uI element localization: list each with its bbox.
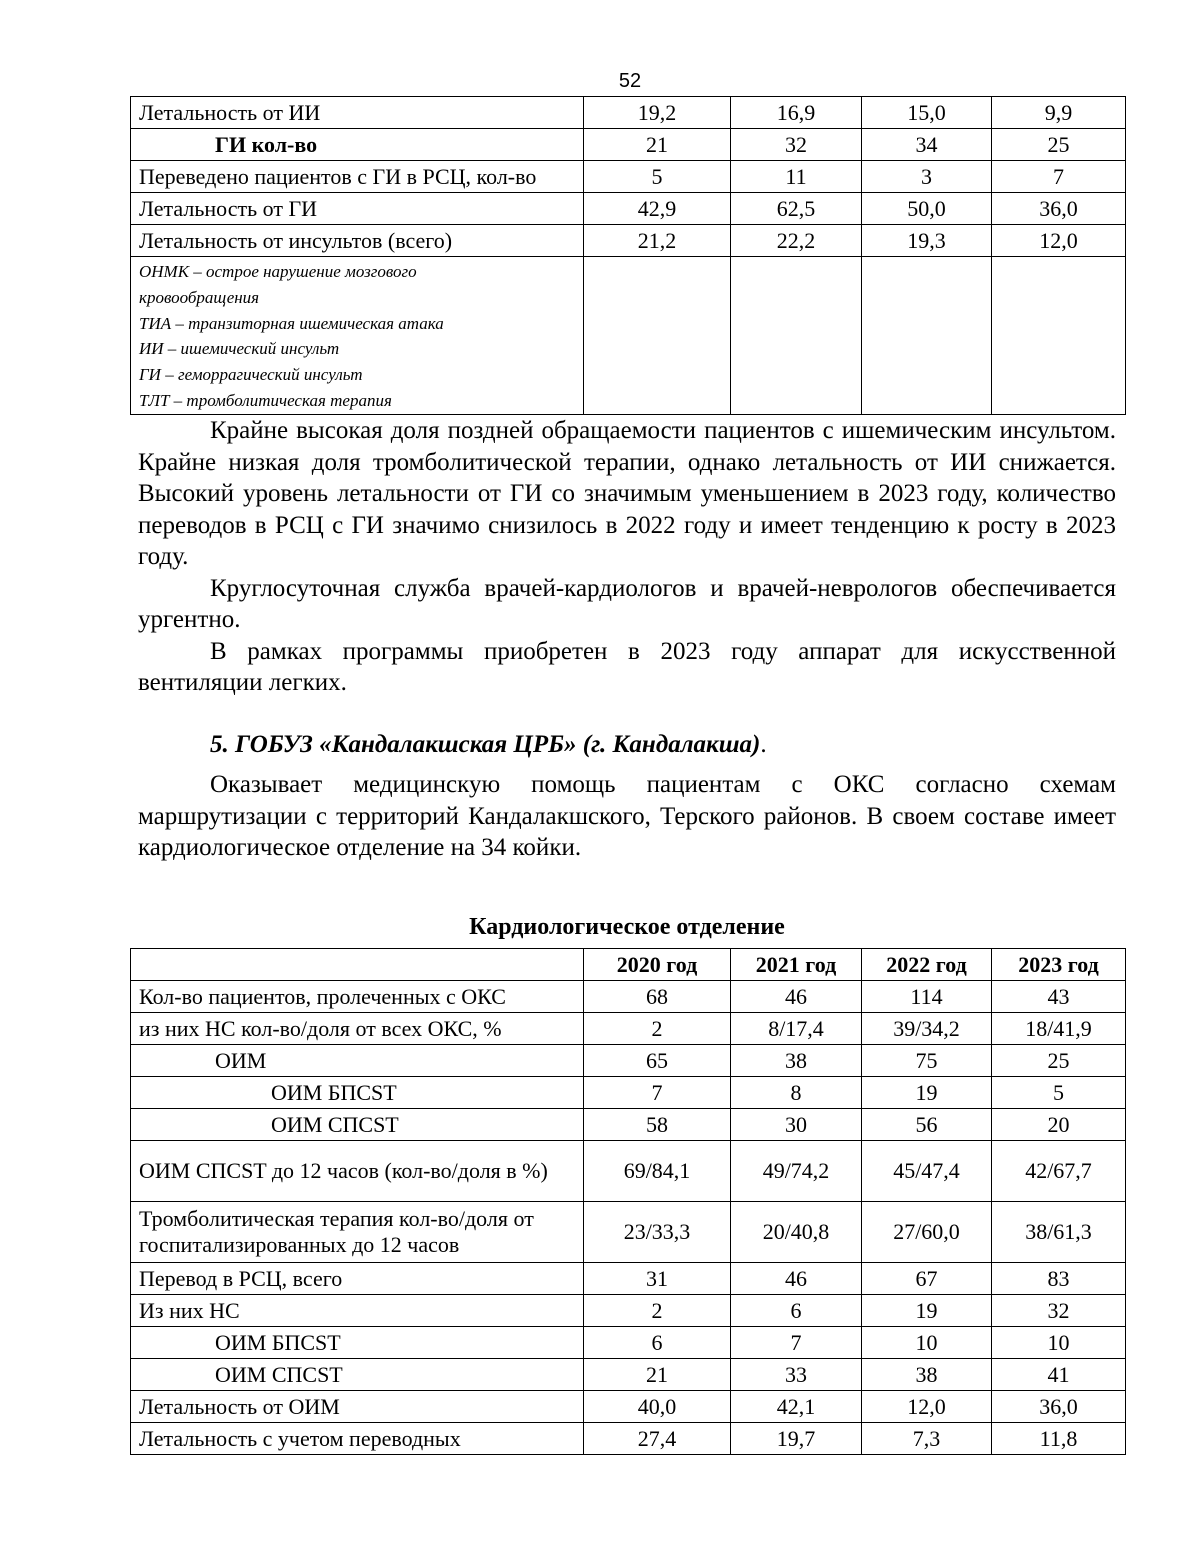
table-row [131, 1295, 1126, 1327]
value-cell: 67 [862, 1263, 992, 1295]
table-row [131, 129, 1126, 161]
value-cell: 56 [862, 1109, 992, 1141]
paragraph: Круглосуточная служба врачей-кардиологов и врачей-неврологов обеспечивается ургентно. [138, 574, 1116, 633]
value-cell: 46 [731, 1263, 862, 1295]
value-cell: 16,9 [731, 97, 862, 129]
value-cell: 33 [731, 1359, 862, 1391]
table-row [131, 97, 1126, 129]
table-row [131, 1359, 1126, 1391]
row-label: Летальность от ГИ [131, 193, 584, 225]
header-cell [131, 949, 584, 981]
value-cell: 27/60,0 [862, 1202, 992, 1263]
value-cell: 69/84,1 [584, 1141, 731, 1202]
row-label: Тромболитическая терапия кол-во/доля от госпитализированных до 12 часов [131, 1202, 584, 1263]
value-cell: 46 [731, 981, 862, 1013]
table-row [131, 193, 1126, 225]
value-cell: 19,3 [862, 225, 992, 257]
value-cell: 5 [584, 161, 731, 193]
row-label: ОИМ СПСST [131, 1359, 584, 1391]
section-heading-text: 5. ГОБУЗ «Кандалакшская ЦРБ» (г. Кандалакша) [210, 731, 761, 758]
value-cell: 7 [584, 1077, 731, 1109]
table-row [131, 161, 1126, 193]
value-cell: 32 [992, 1295, 1126, 1327]
row-label: Переведено пациентов с ГИ в РСЦ, кол-во [131, 161, 584, 193]
value-cell: 25 [992, 1045, 1126, 1077]
value-cell: 62,5 [731, 193, 862, 225]
value-cell: 15,0 [862, 97, 992, 129]
header-cell: 2020 год [584, 949, 731, 981]
value-cell: 19 [862, 1295, 992, 1327]
value-cell: 6 [731, 1295, 862, 1327]
value-cell: 25 [992, 129, 1126, 161]
value-cell: 10 [992, 1327, 1126, 1359]
paragraph: В рамках программы приобретен в 2023 году аппарат для искусственной вентиляции легких. [138, 637, 1116, 696]
abbreviation-line: ИИ – ишемический инсульт [139, 339, 340, 359]
value-cell: 114 [862, 981, 992, 1013]
section-heading [210, 731, 767, 759]
value-cell: 83 [992, 1263, 1126, 1295]
empty-cell [584, 257, 731, 415]
table-row [131, 1077, 1126, 1109]
table-row [131, 1013, 1126, 1045]
empty-cell [992, 257, 1126, 415]
table-title: Кардиологическое отделение [469, 914, 785, 940]
table-row [131, 1109, 1126, 1141]
value-cell: 42/67,7 [992, 1141, 1126, 1202]
value-cell: 12,0 [862, 1391, 992, 1423]
row-label: Летальность от инсультов (всего) [131, 225, 584, 257]
value-cell: 38 [862, 1359, 992, 1391]
stroke-statistics-table [130, 96, 1126, 415]
value-cell: 7 [992, 161, 1126, 193]
section-heading-end: . [760, 731, 767, 758]
value-cell: 8/17,4 [731, 1013, 862, 1045]
value-cell: 40,0 [584, 1391, 731, 1423]
value-cell: 68 [584, 981, 731, 1013]
value-cell: 20 [992, 1109, 1126, 1141]
value-cell: 19,7 [731, 1423, 862, 1455]
table-row [131, 981, 1126, 1013]
value-cell: 12,0 [992, 225, 1126, 257]
value-cell: 39/34,2 [862, 1013, 992, 1045]
value-cell: 2 [584, 1295, 731, 1327]
value-cell: 3 [862, 161, 992, 193]
value-cell: 21,2 [584, 225, 731, 257]
value-cell: 11,8 [992, 1423, 1126, 1455]
body-text-block-2 [138, 769, 1116, 864]
value-cell: 43 [992, 981, 1126, 1013]
header-cell: 2023 год [992, 949, 1126, 981]
value-cell: 65 [584, 1045, 731, 1077]
row-label: из них НС кол-во/доля от всех ОКС, % [131, 1013, 584, 1045]
row-label: Летальность с учетом переводных [131, 1423, 584, 1455]
value-cell: 9,9 [992, 97, 1126, 129]
row-label: Кол-во пациентов, пролеченных с ОКС [131, 981, 584, 1013]
value-cell: 2 [584, 1013, 731, 1045]
value-cell: 36,0 [992, 193, 1126, 225]
abbreviation-line: ОНМК – острое нарушение мозгового [139, 262, 417, 281]
value-cell: 20/40,8 [731, 1202, 862, 1263]
table-header-row [131, 949, 1126, 981]
value-cell: 19 [862, 1077, 992, 1109]
row-label: ОИМ [131, 1045, 584, 1077]
abbreviation-line: кровообращения [139, 287, 260, 307]
header-cell: 2021 год [731, 949, 862, 981]
paragraph: Оказывает медицинскую помощь пациентам с ОКС согласно схемам маршрутизации с территорий Кандалакшского, Терского районов. В своем составе имеет кардиологическое отделение на 34 койки. [138, 771, 1116, 861]
value-cell: 30 [731, 1109, 862, 1141]
row-label: ОИМ СПСST до 12 часов (кол-во/доля в %) [131, 1141, 584, 1202]
value-cell: 21 [584, 1359, 731, 1391]
value-cell: 49/74,2 [731, 1141, 862, 1202]
value-cell: 7,3 [862, 1423, 992, 1455]
value-cell: 34 [862, 129, 992, 161]
value-cell: 10 [862, 1327, 992, 1359]
value-cell: 50,0 [862, 193, 992, 225]
row-label: Из них НС [131, 1295, 584, 1327]
empty-cell [862, 257, 992, 415]
row-label: ОИМ БПСST [131, 1077, 584, 1109]
value-cell: 38 [731, 1045, 862, 1077]
abbreviation-line: ТИА – транзиторная ишемическая атака [139, 313, 444, 333]
table-row [131, 1327, 1126, 1359]
table-row [131, 1202, 1126, 1263]
row-label: ОИМ БПСST [131, 1327, 584, 1359]
paragraph: Крайне высокая доля поздней обращаемости пациентов с ишемическим инсультом. Крайне низкая доля тромболитической терапии, однако летальность от ИИ снижается. Высокий уровень летальности от ГИ со значимым уменьшением в 2023 году, количество переводов в РСЦ с ГИ значимо снизилось в 2022 году и имеет тенденцию к росту в 2023 году. [138, 417, 1116, 570]
row-label: Перевод в РСЦ, всего [131, 1263, 584, 1295]
row-label: Летальность от ИИ [131, 97, 584, 129]
value-cell: 31 [584, 1263, 731, 1295]
value-cell: 5 [992, 1077, 1126, 1109]
table-row [131, 1045, 1126, 1077]
value-cell: 45/47,4 [862, 1141, 992, 1202]
table-row [131, 1391, 1126, 1423]
value-cell: 32 [731, 129, 862, 161]
value-cell: 38/61,3 [992, 1202, 1126, 1263]
value-cell: 27,4 [584, 1423, 731, 1455]
value-cell: 8 [731, 1077, 862, 1109]
value-cell: 58 [584, 1109, 731, 1141]
table-row [131, 1141, 1126, 1202]
empty-cell [731, 257, 862, 415]
abbreviation-line: ТЛТ – тромболитическая терапия [139, 390, 392, 410]
table-row [131, 1263, 1126, 1295]
value-cell: 7 [731, 1327, 862, 1359]
value-cell: 75 [862, 1045, 992, 1077]
value-cell: 23/33,3 [584, 1202, 731, 1263]
row-label: ОИМ СПСST [131, 1109, 584, 1141]
value-cell: 11 [731, 161, 862, 193]
value-cell: 21 [584, 129, 731, 161]
abbreviations-row [131, 257, 1126, 415]
value-cell: 41 [992, 1359, 1126, 1391]
value-cell: 42,9 [584, 193, 731, 225]
value-cell: 19,2 [584, 97, 731, 129]
header-cell: 2022 год [862, 949, 992, 981]
value-cell: 6 [584, 1327, 731, 1359]
value-cell: 42,1 [731, 1391, 862, 1423]
body-text-block-1 [138, 415, 1116, 699]
table-row [131, 1423, 1126, 1455]
cardiology-department-table [130, 948, 1126, 1455]
abbreviations-legend [131, 257, 584, 415]
row-label: Летальность от ОИМ [131, 1391, 584, 1423]
value-cell: 18/41,9 [992, 1013, 1126, 1045]
table-row [131, 225, 1126, 257]
page-number: 52 [618, 70, 642, 92]
value-cell: 22,2 [731, 225, 862, 257]
value-cell: 36,0 [992, 1391, 1126, 1423]
abbreviation-line: ГИ – геморрагический инсульт [139, 365, 363, 385]
row-label: ГИ кол-во [131, 129, 584, 161]
